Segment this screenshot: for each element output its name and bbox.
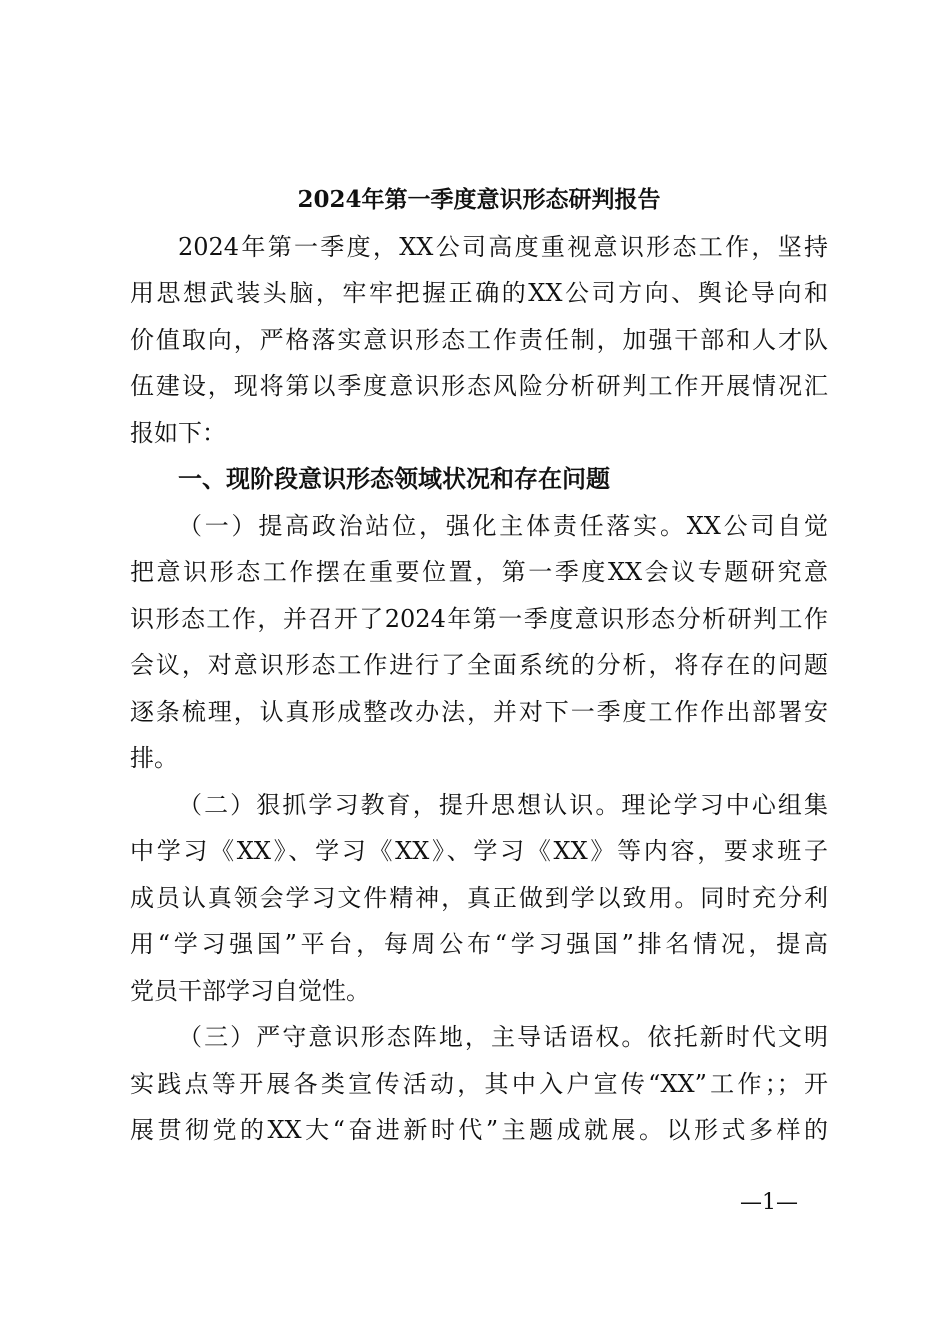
- text-line: 排。: [130, 744, 178, 772]
- text-line: 用“学习强国”平台，每周公布“学习强国”排名情况，提高: [130, 930, 828, 958]
- paragraph-1: [130, 503, 828, 782]
- text-line: （一）提高政治站位，强化主体责任落实。XX公司自觉: [178, 511, 828, 540]
- text-line: 实践点等开展各类宣传活动，其中入户宣传“XX”工作；；开: [130, 1069, 828, 1098]
- text-line: （二）狠抓学习教育，提升思想认识。理论学习中心组集: [178, 790, 828, 819]
- text-line: 成员认真领会学习文件精神，真正做到学以致用。同时充分利: [130, 883, 828, 912]
- text-line: 逐条梳理，认真形成整改办法，并对下一季度工作作出部署安: [130, 697, 828, 726]
- text-line: 会议，对意识形态工作进行了全面系统的分析，将存在的问题: [130, 651, 828, 679]
- text-line: 报如下：: [130, 418, 226, 447]
- document-body: [130, 177, 828, 1154]
- text-line: 展贯彻党的XX大“奋进新时代”主题成就展。以形式多样的: [130, 1116, 828, 1144]
- document-title: 2024年第一季度意识形态研判报告: [297, 186, 661, 213]
- text-line: 用思想武装头脑，牢牢把握正确的XX公司方向、舆论导向和: [130, 279, 828, 307]
- paragraph-2: [130, 782, 828, 1015]
- text-line: 价值取向，严格落实意识形态工作责任制，加强干部和人才队: [130, 325, 828, 354]
- text-line: 2024年第一季度，XX公司高度重视意识形态工作，坚持: [178, 232, 828, 261]
- text-line: 把意识形态工作摆在重要位置，第一季度XX会议专题研究意: [130, 558, 828, 586]
- intro-paragraph: [130, 224, 828, 457]
- text-line: （三）严守意识形态阵地，主导话语权。依托新时代文明: [178, 1023, 828, 1051]
- text-line: 伍建设，现将第以季度意识形态风险分析研判工作开展情况汇: [130, 372, 828, 400]
- text-line: 中学习《XX》、学习《XX》、学习《XX》等内容，要求班子: [130, 837, 828, 865]
- section-heading: 一、现阶段意识形态领域状况和存在问题: [178, 464, 610, 493]
- text-line: 党员干部学习自觉性。: [130, 976, 370, 1005]
- text-line: 识形态工作，并召开了2024年第一季度意识形态分析研判工作: [130, 604, 828, 633]
- paragraph-3: [130, 1014, 828, 1154]
- page-number: —1—: [740, 1190, 798, 1215]
